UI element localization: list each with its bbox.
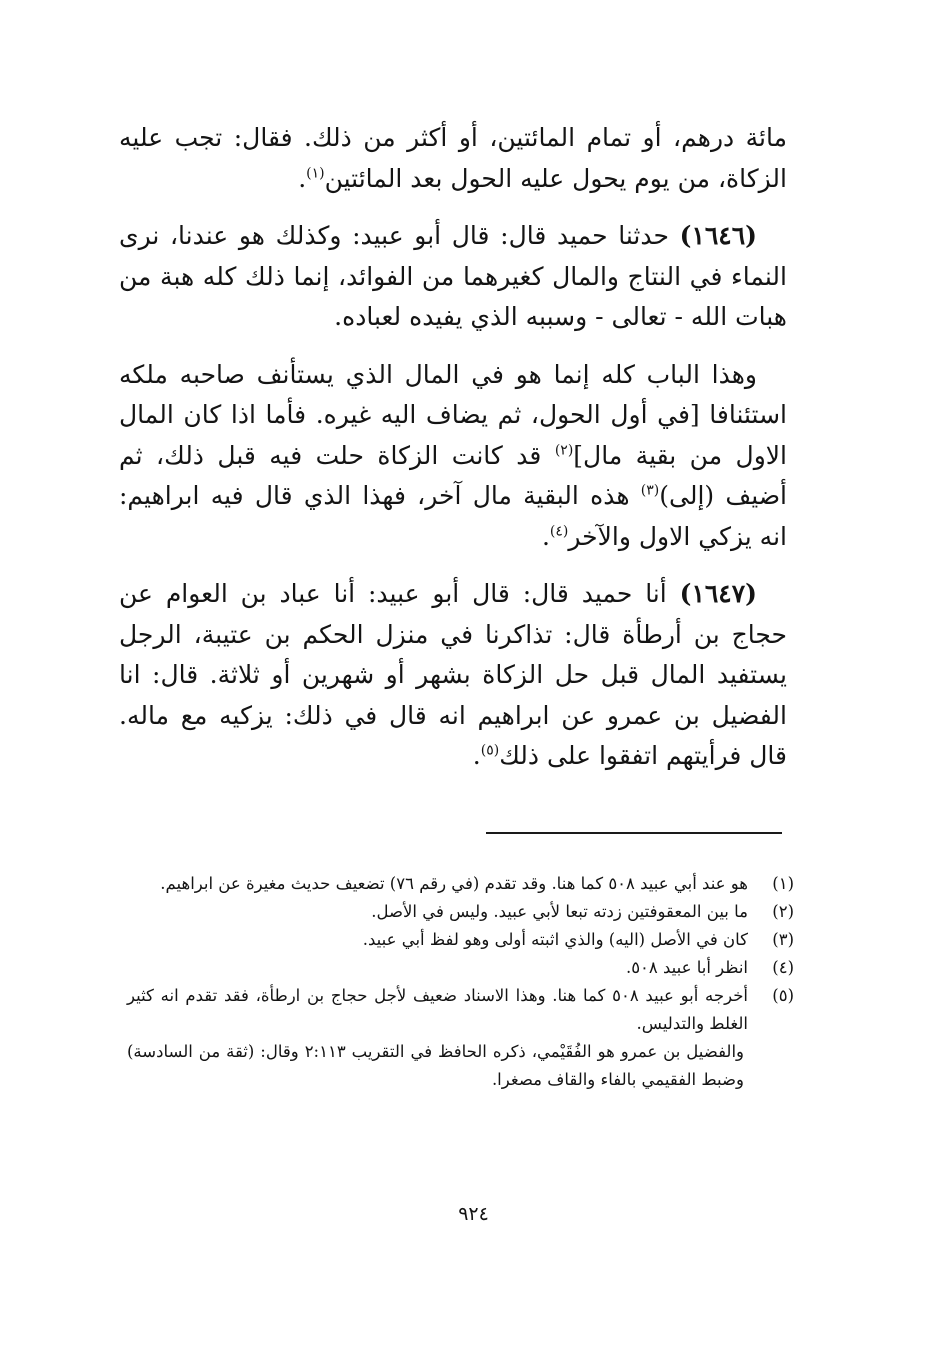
footnote-2 bbox=[127, 898, 794, 926]
hadith-number-1646: (١٦٤٦) bbox=[679, 221, 757, 250]
paragraph-3-text-c: هذه البقية مال آخر، فهذا الذي قال فيه ابراهيم: انه يزكي الاول والآخر bbox=[119, 481, 787, 551]
paragraph-3-text-a: وهذا الباب كله إنما هو في المال الذي يستأنف صاحبه ملكه استئنافا [في أول الحول، ثم يضاف اليه غيره. فأما اذا كان المال الاول من بقية مال] bbox=[119, 359, 787, 470]
footnote-number: (٣) bbox=[772, 930, 794, 949]
footnote-ref-1: (١) bbox=[306, 165, 325, 182]
footnote-5 bbox=[127, 982, 794, 1038]
paragraph-1 bbox=[119, 118, 787, 199]
footnote-ref-2: (٢) bbox=[554, 442, 574, 459]
footnote-3 bbox=[127, 926, 794, 954]
footnote-divider bbox=[486, 832, 782, 834]
footnotes bbox=[127, 870, 794, 1094]
paragraph-1647-text: أنا حميد قال: قال أبو عبيد: أنا عباد بن العوام عن حجاج بن أرطأة قال: تذاكرنا في منزل الحكم بن عتيبة، الرجل يستفيد المال قبل حل الزكاة بشهر أو شهرين أو ثلاثة. قال: انا الفضيل بن عمرو عن ابراهيم انه قال في ذلك: يزكيه مع ماله. قال فرأيتهم اتفقوا على ذلك bbox=[119, 579, 787, 770]
footnote-text: والفضيل بن عمرو هو الفُقَيْمي، ذكره الحافظ في التقريب ٢:١١٣ وقال: (ثقة من السادسة) وضبط الفقيمي بالفاء والقاف مصغرا. bbox=[127, 1042, 744, 1089]
paragraph-3-text-b: قد كانت الزكاة حلت فيه قبل ذلك، ثم أضيف (إلى) bbox=[119, 440, 788, 510]
hadith-number-1647: (١٦٤٧) bbox=[679, 579, 757, 608]
footnote-ref-5: (٥) bbox=[480, 742, 500, 759]
paragraph-3 bbox=[119, 355, 787, 558]
footnote-number: (١) bbox=[772, 874, 794, 893]
footnote-text: أخرجه أبو عبيد ٥٠٨ كما هنا. وهذا الاسناد ضعيف لأجل حجاج بن ارطأة، فقد تقدم انه كثير الغلط والتدليس. bbox=[127, 986, 748, 1033]
main-text bbox=[119, 118, 787, 794]
paragraph-1-end: . bbox=[298, 163, 307, 193]
footnote-ref-3: (٣) bbox=[640, 482, 660, 499]
footnote-1 bbox=[127, 870, 794, 898]
paragraph-1-text: مائة درهم، أو تمام المائتين، أو أكثر من ذلك. فقال: تجب عليه الزكاة، من يوم يحول عليه الحول بعد المائتين bbox=[119, 123, 787, 193]
paragraph-1647 bbox=[119, 574, 787, 777]
footnote-number: (٥) bbox=[772, 986, 794, 1005]
footnote-number: (٢) bbox=[772, 902, 794, 921]
paragraph-3-end: . bbox=[541, 521, 550, 551]
footnote-ref-4: (٤) bbox=[549, 523, 569, 540]
footnote-text: ما بين المعقوفتين زدته تبعا لأبي عبيد. وليس في الأصل. bbox=[371, 902, 748, 921]
paragraph-1647-end: . bbox=[472, 741, 481, 770]
paragraph-1646-text: حدثنا حميد قال: قال أبو عبيد: وكذلك هو عندنا، نرى النماء في النتاج والمال كغيرهما من الفوائد، إنما ذلك كله هبة من هبات الله - تعالى - وسببه الذي يفيده لعباده. bbox=[119, 221, 787, 331]
footnote-5-continuation bbox=[127, 1038, 794, 1094]
footnote-4 bbox=[127, 954, 794, 982]
paragraph-1646 bbox=[119, 216, 787, 338]
footnote-text: انظر أبا عبيد ٥٠٨. bbox=[625, 958, 748, 977]
footnote-text: هو عند أبي عبيد ٥٠٨ كما هنا. وقد تقدم (في رقم ٧٦) تضعيف حديث مغيرة عن ابراهيم. bbox=[160, 874, 748, 893]
page-number: ٩٢٤ bbox=[458, 1203, 489, 1225]
footnote-number: (٤) bbox=[772, 958, 794, 977]
footnote-text: كان في الأصل (اليه) والذي اثبته أولى وهو لفظ أبي عبيد. bbox=[362, 930, 748, 949]
